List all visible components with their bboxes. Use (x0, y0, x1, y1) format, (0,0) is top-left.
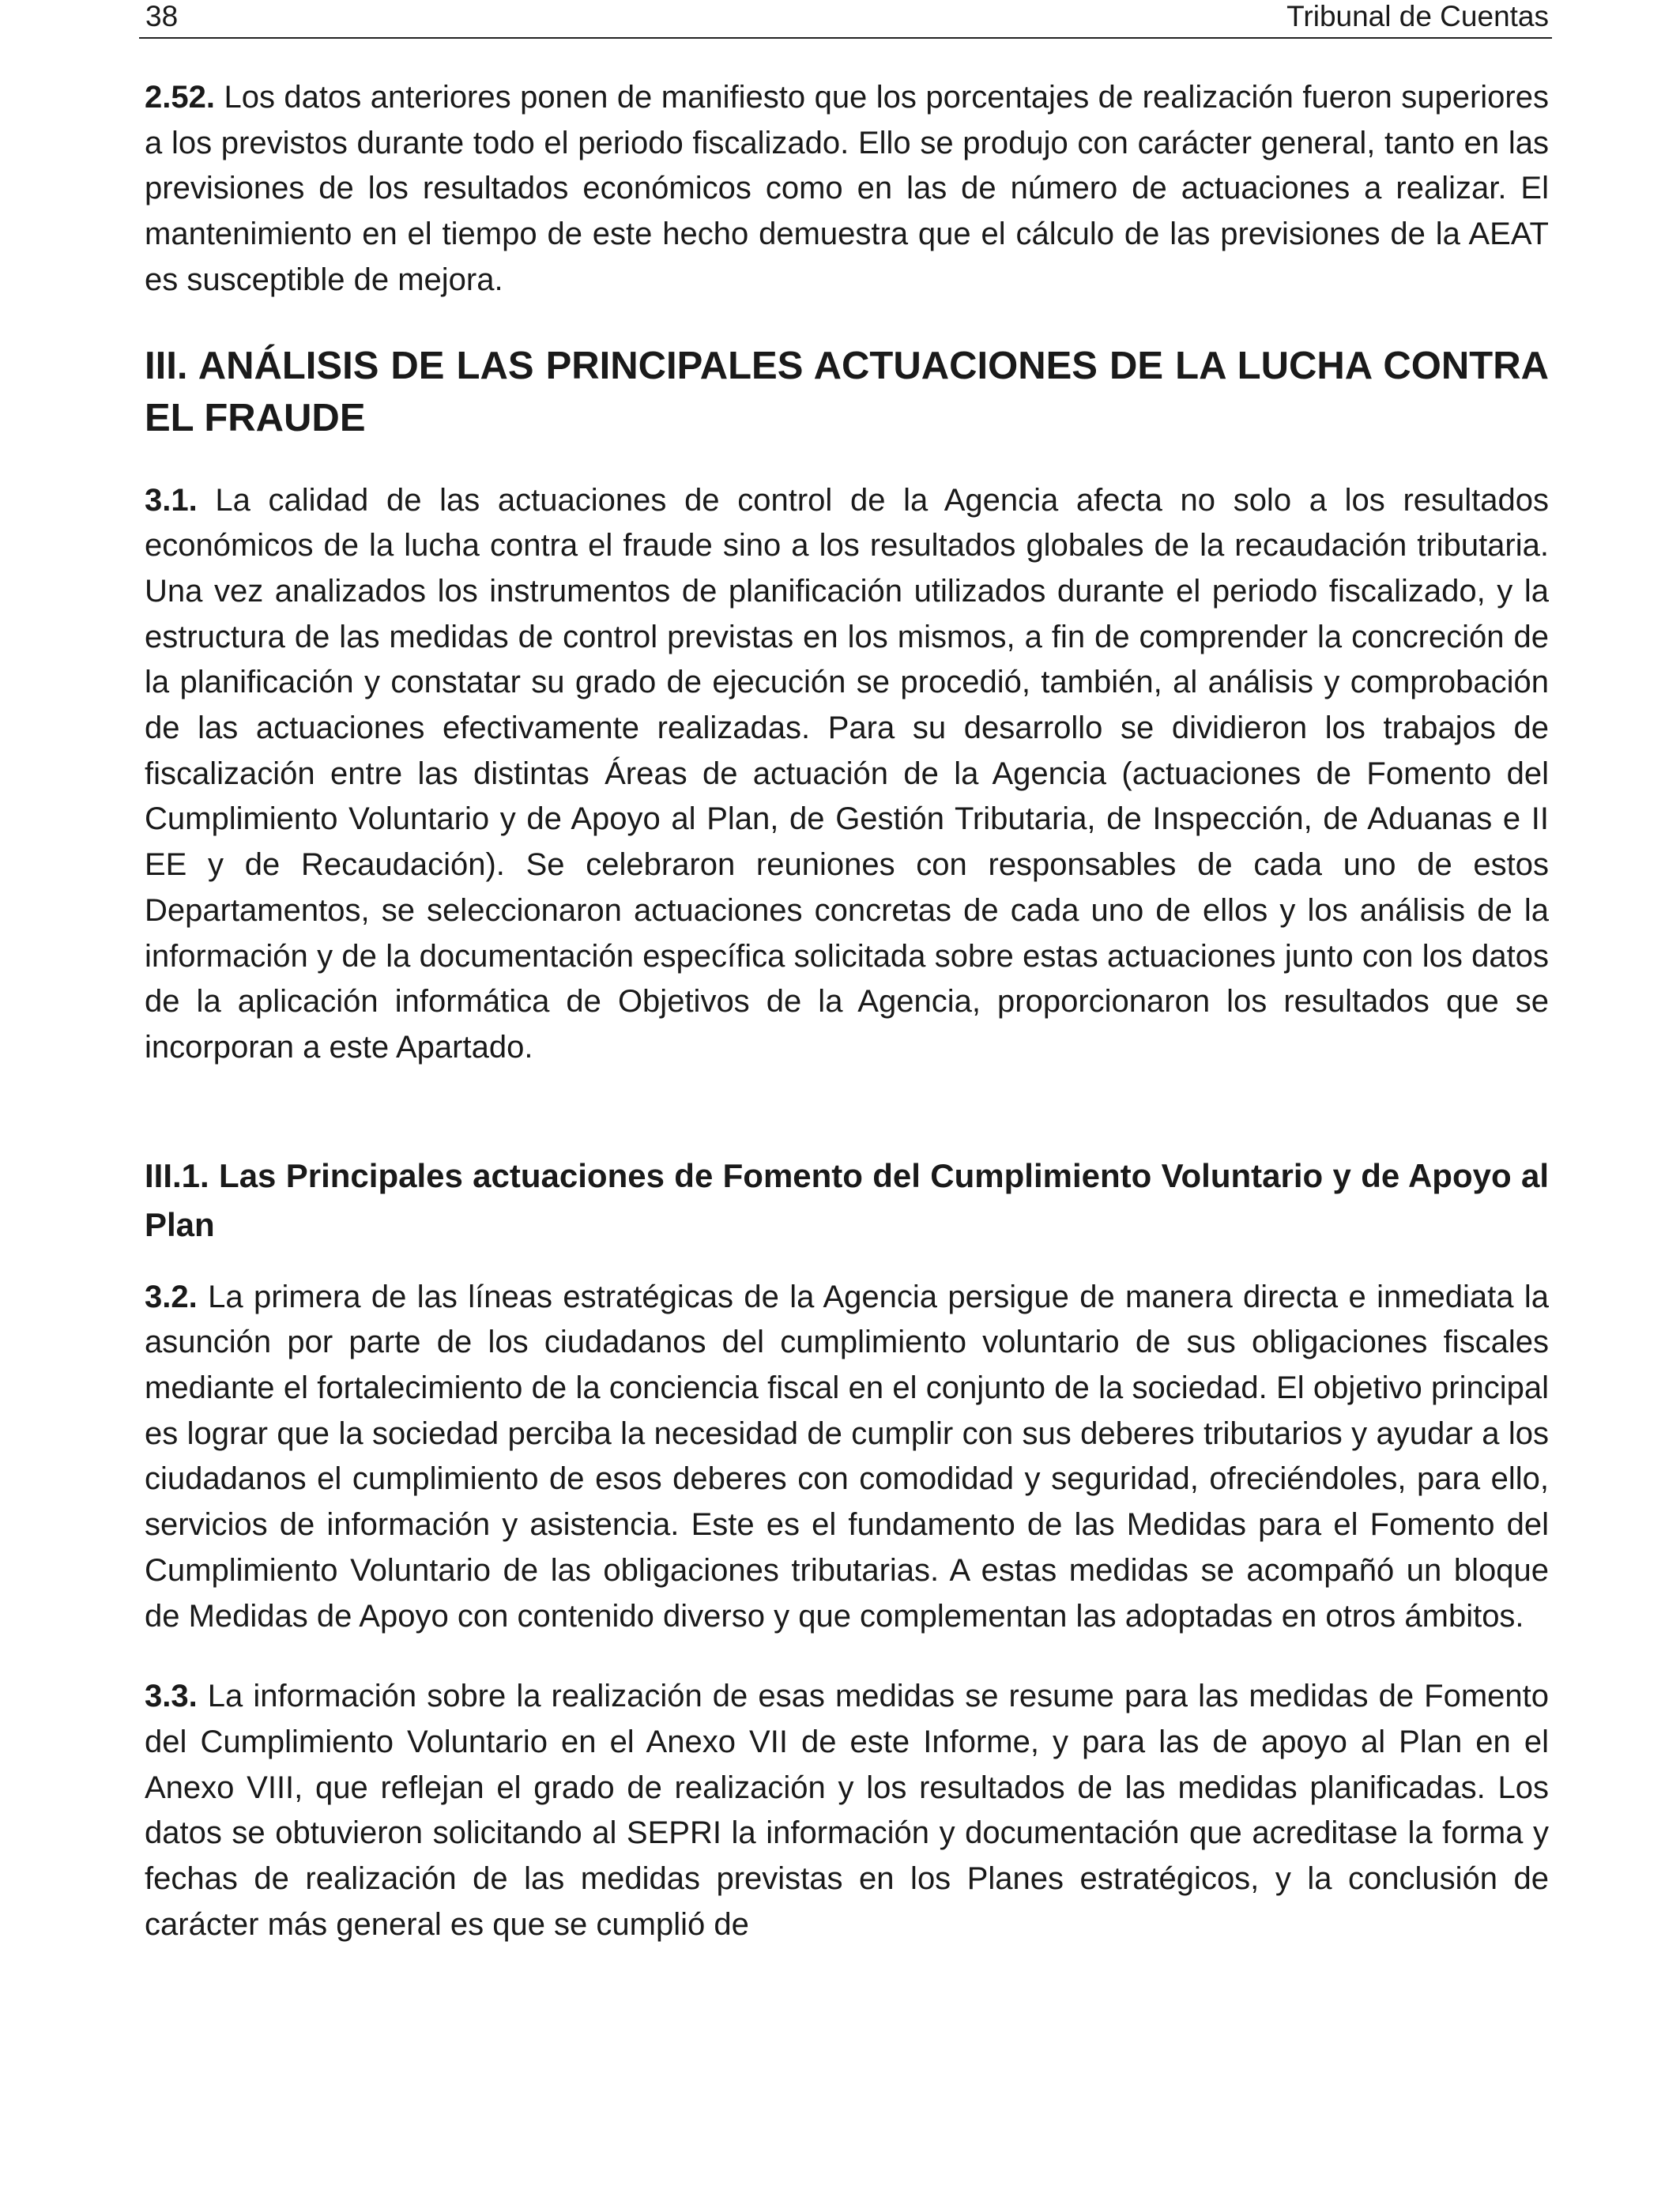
paragraph-text: La calidad de las actuaciones de control de la Agencia afecta no solo a los resultados económicos de la lucha contra el fraude sino a los resultados globales de la recaudación tributaria. Una vez analizados los instrumentos de planificación utilizados durante el periodo fiscalizado, y la estructura de las medidas de control previstas en los mismos, a fin de comprender la concreción de la planificación y constatar su grado de ejecución se procedió, también, al análisis y comprobación de las actuaciones efectivamente realizadas. Para su desarrollo se dividieron los trabajos de fiscalización entre las distintas Áreas de actuación de la Agencia (actuaciones de Fomento del Cumplimiento Voluntario y de Apoyo al Plan, de Gestión Tributaria, de Inspección, de Aduanas e II EE y de Recaudación). Se celebraron reuniones con responsables de cada uno de estos Departamentos, se seleccionaron actuaciones concretas de cada uno de ellos y los análisis de la información y de la documentación específica solicitada sobre estas actuaciones junto con los datos de la aplicación informática de Objetivos de la Agencia, proporcionaron los resultados que se incorporan a este Apartado. (145, 482, 1549, 1065)
page-number: 38 (145, 0, 179, 32)
page-body (145, 75, 1549, 1948)
paragraph-text: La información sobre la realización de esas medidas se resume para las medidas de Fomento del Cumplimiento Voluntario en el Anexo VII de este Informe, y para las de apoyo al Plan en el Anexo VIII, que reflejan el grado de realización y los resultados de las medidas planificadas. Los datos se obtuvieron solicitando al SEPRI la información y documentación que acreditase la forma y fechas de realización de las medidas previstas en los Planes estratégicos, y la conclusión de carácter más general es que se cumplió de (145, 1679, 1549, 1942)
paragraph-text: La primera de las líneas estratégicas de la Agencia persigue de manera directa e inmediata la asunción por parte de los ciudadanos del cumplimiento voluntario de sus obligaciones fiscales mediante el fortalecimiento de la conciencia fiscal en el conjunto de la sociedad. El objetivo principal es lograr que la sociedad perciba la necesidad de cumplir con sus deberes tributarios y ayudar a los ciudadanos el cumplimiento de esos deberes con comodidad y seguridad, ofreciéndoles, para ello, servicios de información y asistencia. Este es el fundamento de las Medidas para el Fomento del Cumplimiento Voluntario de las obligaciones tributarias. A estas medidas se acompañó un bloque de Medidas de Apoyo con contenido diverso y que complementan las adoptadas en otros ámbitos. (145, 1279, 1550, 1634)
paragraph-3-3 (145, 1674, 1549, 1947)
paragraph-number: 2.52. (145, 80, 215, 115)
paragraph-3-1 (145, 478, 1549, 1071)
paragraph-text: Los datos anteriores ponen de manifiesto que los porcentajes de realización fueron superiores a los previstos durante todo el periodo fiscalizado. Ello se produjo con carácter general, tanto en las previsiones de los resultados económicos como en las de número de actuaciones a realizar. El mantenimiento en el tiempo de este hecho demuestra que el cálculo de las previsiones de la AEAT es susceptible de mejora. (145, 80, 1549, 297)
paragraph-number: 3.1. (145, 482, 198, 518)
subsection-heading-iii-1: III.1. Las Principales actuaciones de Fomento del Cumplimiento Voluntario y de Apoyo al Plan (145, 1156, 1549, 1243)
paragraph-2-52 (145, 75, 1549, 303)
section-heading-iii: III. ANÁLISIS DE LAS PRINCIPALES ACTUACIONES DE LA LUCHA CONTRA EL FRAUDE (145, 344, 1549, 439)
paragraph-number: 3.3. (145, 1679, 198, 1714)
page-header (139, 0, 1552, 39)
paragraph-number: 3.2. (145, 1279, 198, 1314)
running-title: Tribunal de Cuentas (1286, 0, 1549, 32)
paragraph-3-2 (145, 1275, 1549, 1640)
